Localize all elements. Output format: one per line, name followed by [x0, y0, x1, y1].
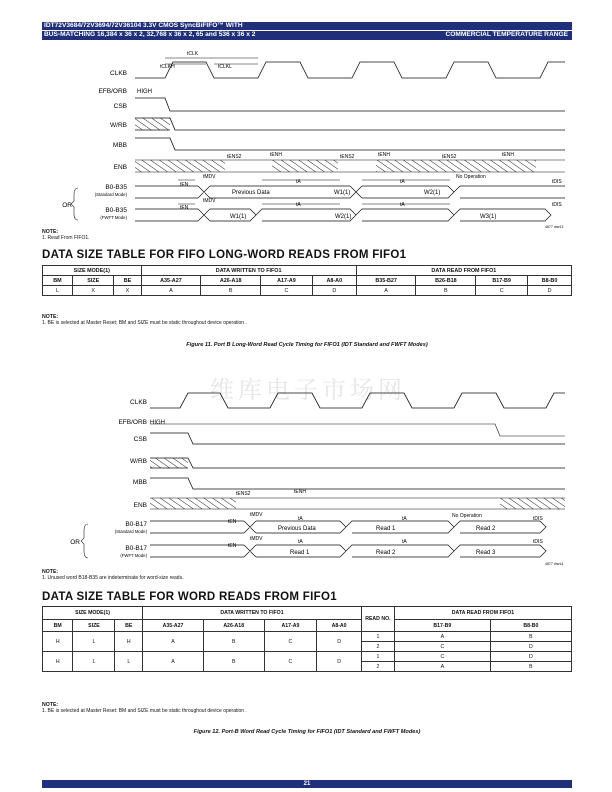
sig2-mbb: MBB: [132, 479, 147, 486]
t2-h-a17: A17-A9: [264, 620, 317, 632]
t2-group-written: DATA WRITTEN TO FIFO1: [143, 607, 362, 620]
t2-cell: B: [490, 632, 571, 642]
note-3: [42, 569, 183, 581]
t1-h-a35: A35-A27: [141, 276, 201, 286]
t-a-d: tA: [400, 202, 405, 208]
sig-b0-b35-fwft: B0-B35: [105, 207, 127, 214]
t2-cell: L: [115, 652, 143, 672]
t1-h-size: SIZE: [72, 276, 113, 286]
sig2-b0-b17-std: B0-B17: [125, 521, 147, 528]
t2-h-a8: A8-A0: [317, 620, 362, 632]
sig-mbb: MBB: [112, 142, 127, 149]
std2-read2: Read 2: [476, 526, 496, 532]
t2-cell: B: [203, 652, 264, 672]
t1-cell: A: [356, 286, 416, 296]
t-mdv-a: tMDV: [203, 174, 216, 180]
t-ens2-c: tENS2: [442, 154, 457, 160]
efb-high-2: HIGH: [150, 420, 165, 426]
t-dis-a: tDIS: [552, 179, 562, 185]
drw13: 4677 drw13: [545, 225, 564, 229]
sig-fwft-mode: (FWFT Mode): [100, 215, 127, 220]
figure-11-timing-diagram: [0, 0, 612, 240]
fwft2-read2: Read 2: [376, 550, 396, 556]
t-clkh: tCLKH: [160, 64, 175, 70]
figure-11-caption: Figure 11. Port B Long-Word Read Cycle Timing for FIFO1 (IDT Standard and FWFT Modes): [186, 342, 428, 348]
t-mdv-b: tMDV: [203, 198, 216, 204]
sig2-std-mode: (Standard Mode): [114, 529, 147, 534]
t2-cell: D: [490, 642, 571, 652]
t1-cell: D: [528, 286, 572, 296]
std-data-w2: W2(1): [424, 190, 441, 196]
t2-cell: H: [43, 632, 73, 652]
note-1-text: 1. Read From FIFO1.: [42, 235, 90, 241]
sig2-enb: ENB: [133, 502, 147, 509]
note-3-title: NOTE:: [42, 569, 59, 575]
t-a-b: tA: [400, 179, 405, 185]
section-title-2: DATA SIZE TABLE FOR WORD READS FROM FIFO1: [42, 591, 337, 603]
t2-cell: C: [394, 642, 490, 652]
table-row: [43, 652, 572, 662]
header-title-line1: IDT72V3684/72V3694/72V36104 3.3V CMOS SyncBiFIFO™ WITH: [44, 22, 243, 29]
t-clkl: tCLKL: [218, 64, 232, 70]
t1-cell: B: [201, 286, 261, 296]
sig-csb: CSB: [113, 103, 127, 110]
sig2-b0-b17-fwft: B0-B17: [125, 545, 147, 552]
note-2-text: 1. BE is selected at Master Reset; BM and SIZE must be static throughout device operation .: [42, 320, 247, 326]
figure-12-timing-diagram: [0, 380, 612, 580]
t2-group-size: SIZE MODE(1): [43, 607, 143, 620]
sig-std-mode: (Standard Mode): [94, 192, 127, 197]
t2-a-b: tA: [402, 516, 407, 522]
t2-cell: A: [143, 632, 204, 652]
t1-group-size: SIZE MODE(1): [43, 266, 142, 276]
t2-group-read: DATA READ FROM FIFO1: [394, 607, 571, 620]
note-2-title: NOTE:: [42, 314, 59, 320]
t2-h-b17: B17-B9: [394, 620, 490, 632]
no-op-1: No Operation: [456, 174, 486, 180]
t2-mdv-a: tMDV: [250, 512, 263, 518]
drw14: 4677 drw14: [545, 562, 564, 566]
t2-dis-a: tDIS: [533, 516, 543, 522]
t2-cell: H: [115, 632, 143, 652]
t2-cell: A: [143, 652, 204, 672]
t2-cell: L: [73, 632, 115, 652]
fwft2-read1: Read 1: [290, 550, 310, 556]
t2-ens2: tENS2: [236, 491, 251, 497]
or-label-2: OR: [70, 539, 80, 546]
std-data-previous: Previous Data: [232, 190, 270, 196]
t1-cell: B: [416, 286, 476, 296]
t1-group-written: DATA WRITTEN TO FIFO1: [141, 266, 356, 276]
t2-enh: tENH: [294, 489, 306, 495]
t2-a-a: tA: [298, 516, 303, 522]
std-data-w1: W1(1): [334, 190, 351, 196]
t1-h-b8: B8-B0: [528, 276, 572, 286]
sig-w-rb: W/RB: [110, 122, 127, 129]
t-dis-b: tDIS: [552, 202, 562, 208]
note-2: [42, 314, 247, 326]
t2-cell: D: [317, 652, 362, 672]
t-enh-c: tENH: [502, 152, 514, 158]
t-a-a: tA: [296, 179, 301, 185]
note-3-text: 1. Unused word B18-B35 are indeterminate for word-size reads.: [42, 575, 184, 581]
header-range: COMMERCIAL TEMPERATURE RANGE: [445, 31, 568, 38]
fwft2-read3: Read 3: [476, 550, 496, 556]
note-4: [42, 702, 247, 714]
t2-cell: H: [43, 652, 73, 672]
or-label: OR: [62, 202, 72, 209]
t2-cell: 1: [361, 652, 394, 662]
t1-group-read: DATA READ FROM FIFO1: [356, 266, 571, 276]
t2-dis-b: tDIS: [533, 539, 543, 545]
sig-enb: ENB: [113, 164, 127, 171]
fwft-data-w2: W2(1): [335, 214, 352, 220]
watermark: 维库电子市场网: [210, 376, 406, 404]
sig2-clkb: CLKB: [130, 399, 147, 406]
t2-cell: 2: [361, 642, 394, 652]
t2-en-a: tEN: [228, 519, 237, 525]
t2-h-a35: A35-A27: [143, 620, 204, 632]
t1-h-be: BE: [114, 276, 141, 286]
t-en-a: tEN: [180, 182, 189, 188]
t2-cell: B: [203, 632, 264, 652]
note-1-title: NOTE:: [42, 229, 59, 235]
t2-cell: A: [394, 662, 490, 672]
table-row: [43, 286, 572, 296]
t2-cell: D: [490, 652, 571, 662]
t-clk: tCLK: [187, 51, 199, 57]
t1-cell: L: [43, 286, 73, 296]
t-ens2-b: tENS2: [340, 154, 355, 160]
t-en-b: tEN: [180, 205, 189, 211]
t1-h-a26: A26-A18: [201, 276, 261, 286]
std2-previous: Previous Data: [278, 526, 316, 532]
t1-h-a8: A8-A0: [312, 276, 356, 286]
t-enh-b: tENH: [378, 152, 390, 158]
t2-cell: C: [264, 632, 317, 652]
page-number: 21: [42, 780, 572, 788]
t1-cell: X: [114, 286, 141, 296]
t2-mdv-b: tMDV: [250, 536, 263, 542]
t2-h-a26: A26-A18: [203, 620, 264, 632]
t-enh-a: tENH: [270, 152, 282, 158]
t2-cell: A: [394, 632, 490, 642]
sig-b0-b35-std: B0-B35: [105, 184, 127, 191]
t2-cell: 2: [361, 662, 394, 672]
table-word-reads: [42, 606, 572, 672]
t2-group-readno: READ NO.: [361, 607, 394, 632]
note-1: [42, 229, 90, 241]
t1-cell: X: [72, 286, 113, 296]
table-long-word-reads: [42, 265, 572, 296]
t2-cell: D: [317, 632, 362, 652]
t2-a-c: tA: [298, 539, 303, 545]
t2-h-size: SIZE: [73, 620, 115, 632]
fwft-data-w1: W1(1): [230, 214, 247, 220]
t2-h-be: BE: [115, 620, 143, 632]
table-row: [43, 632, 572, 642]
t2-cell: C: [394, 652, 490, 662]
t1-cell: D: [312, 286, 356, 296]
t1-h-a17: A17-A9: [261, 276, 313, 286]
section-title-1: DATA SIZE TABLE FOR FIFO LONG-WORD READS FROM FIFO1: [42, 249, 407, 261]
t2-a-d: tA: [402, 539, 407, 545]
sig2-w-rb: W/RB: [130, 458, 147, 465]
sig2-csb: CSB: [133, 436, 147, 443]
t-a-c: tA: [296, 202, 301, 208]
t-ens2-a: tENS2: [227, 154, 242, 160]
t2-h-bm: BM: [43, 620, 73, 632]
note-4-text: 1. BE is selected at Master Reset: BM and SIZE must be static throughout device operation .: [42, 708, 247, 714]
figure-12-caption: Figure 12. Port-B Word Read Cycle Timing for FIFO1 (IDT Standard and FWFT Modes): [193, 729, 421, 735]
t1-cell: C: [476, 286, 528, 296]
t2-cell: L: [73, 652, 115, 672]
t1-h-b17: B17-B9: [476, 276, 528, 286]
t2-h-b8: B8-B0: [490, 620, 571, 632]
t1-cell: C: [261, 286, 313, 296]
no-op-2: No Operation: [452, 513, 482, 519]
t2-cell: B: [490, 662, 571, 672]
t2-cell: C: [264, 652, 317, 672]
t1-h-bm: BM: [43, 276, 73, 286]
std2-read1: Read 1: [376, 526, 396, 532]
sig-efb-orb: EFB/ORB: [98, 88, 127, 95]
sig2-fwft-mode: (FWFT Mode): [120, 553, 147, 558]
note-4-title: NOTE:: [42, 702, 59, 708]
header-title-line2: BUS-MATCHING 16,384 x 36 x 2, 32,768 x 36 x 2, 65 and 536 x 36 x 2: [44, 31, 256, 38]
sig2-efb-orb: EFB/ORB: [118, 419, 147, 426]
t2-cell: 1: [361, 632, 394, 642]
t1-h-b35: B35-B27: [356, 276, 416, 286]
fwft-data-w3: W3(1): [480, 214, 497, 220]
efb-high: HIGH: [137, 89, 152, 95]
sig-clkb: CLKB: [110, 70, 127, 77]
t1-h-b26: B26-B18: [416, 276, 476, 286]
t2-en-b: tEN: [228, 543, 237, 549]
t1-cell: A: [141, 286, 201, 296]
